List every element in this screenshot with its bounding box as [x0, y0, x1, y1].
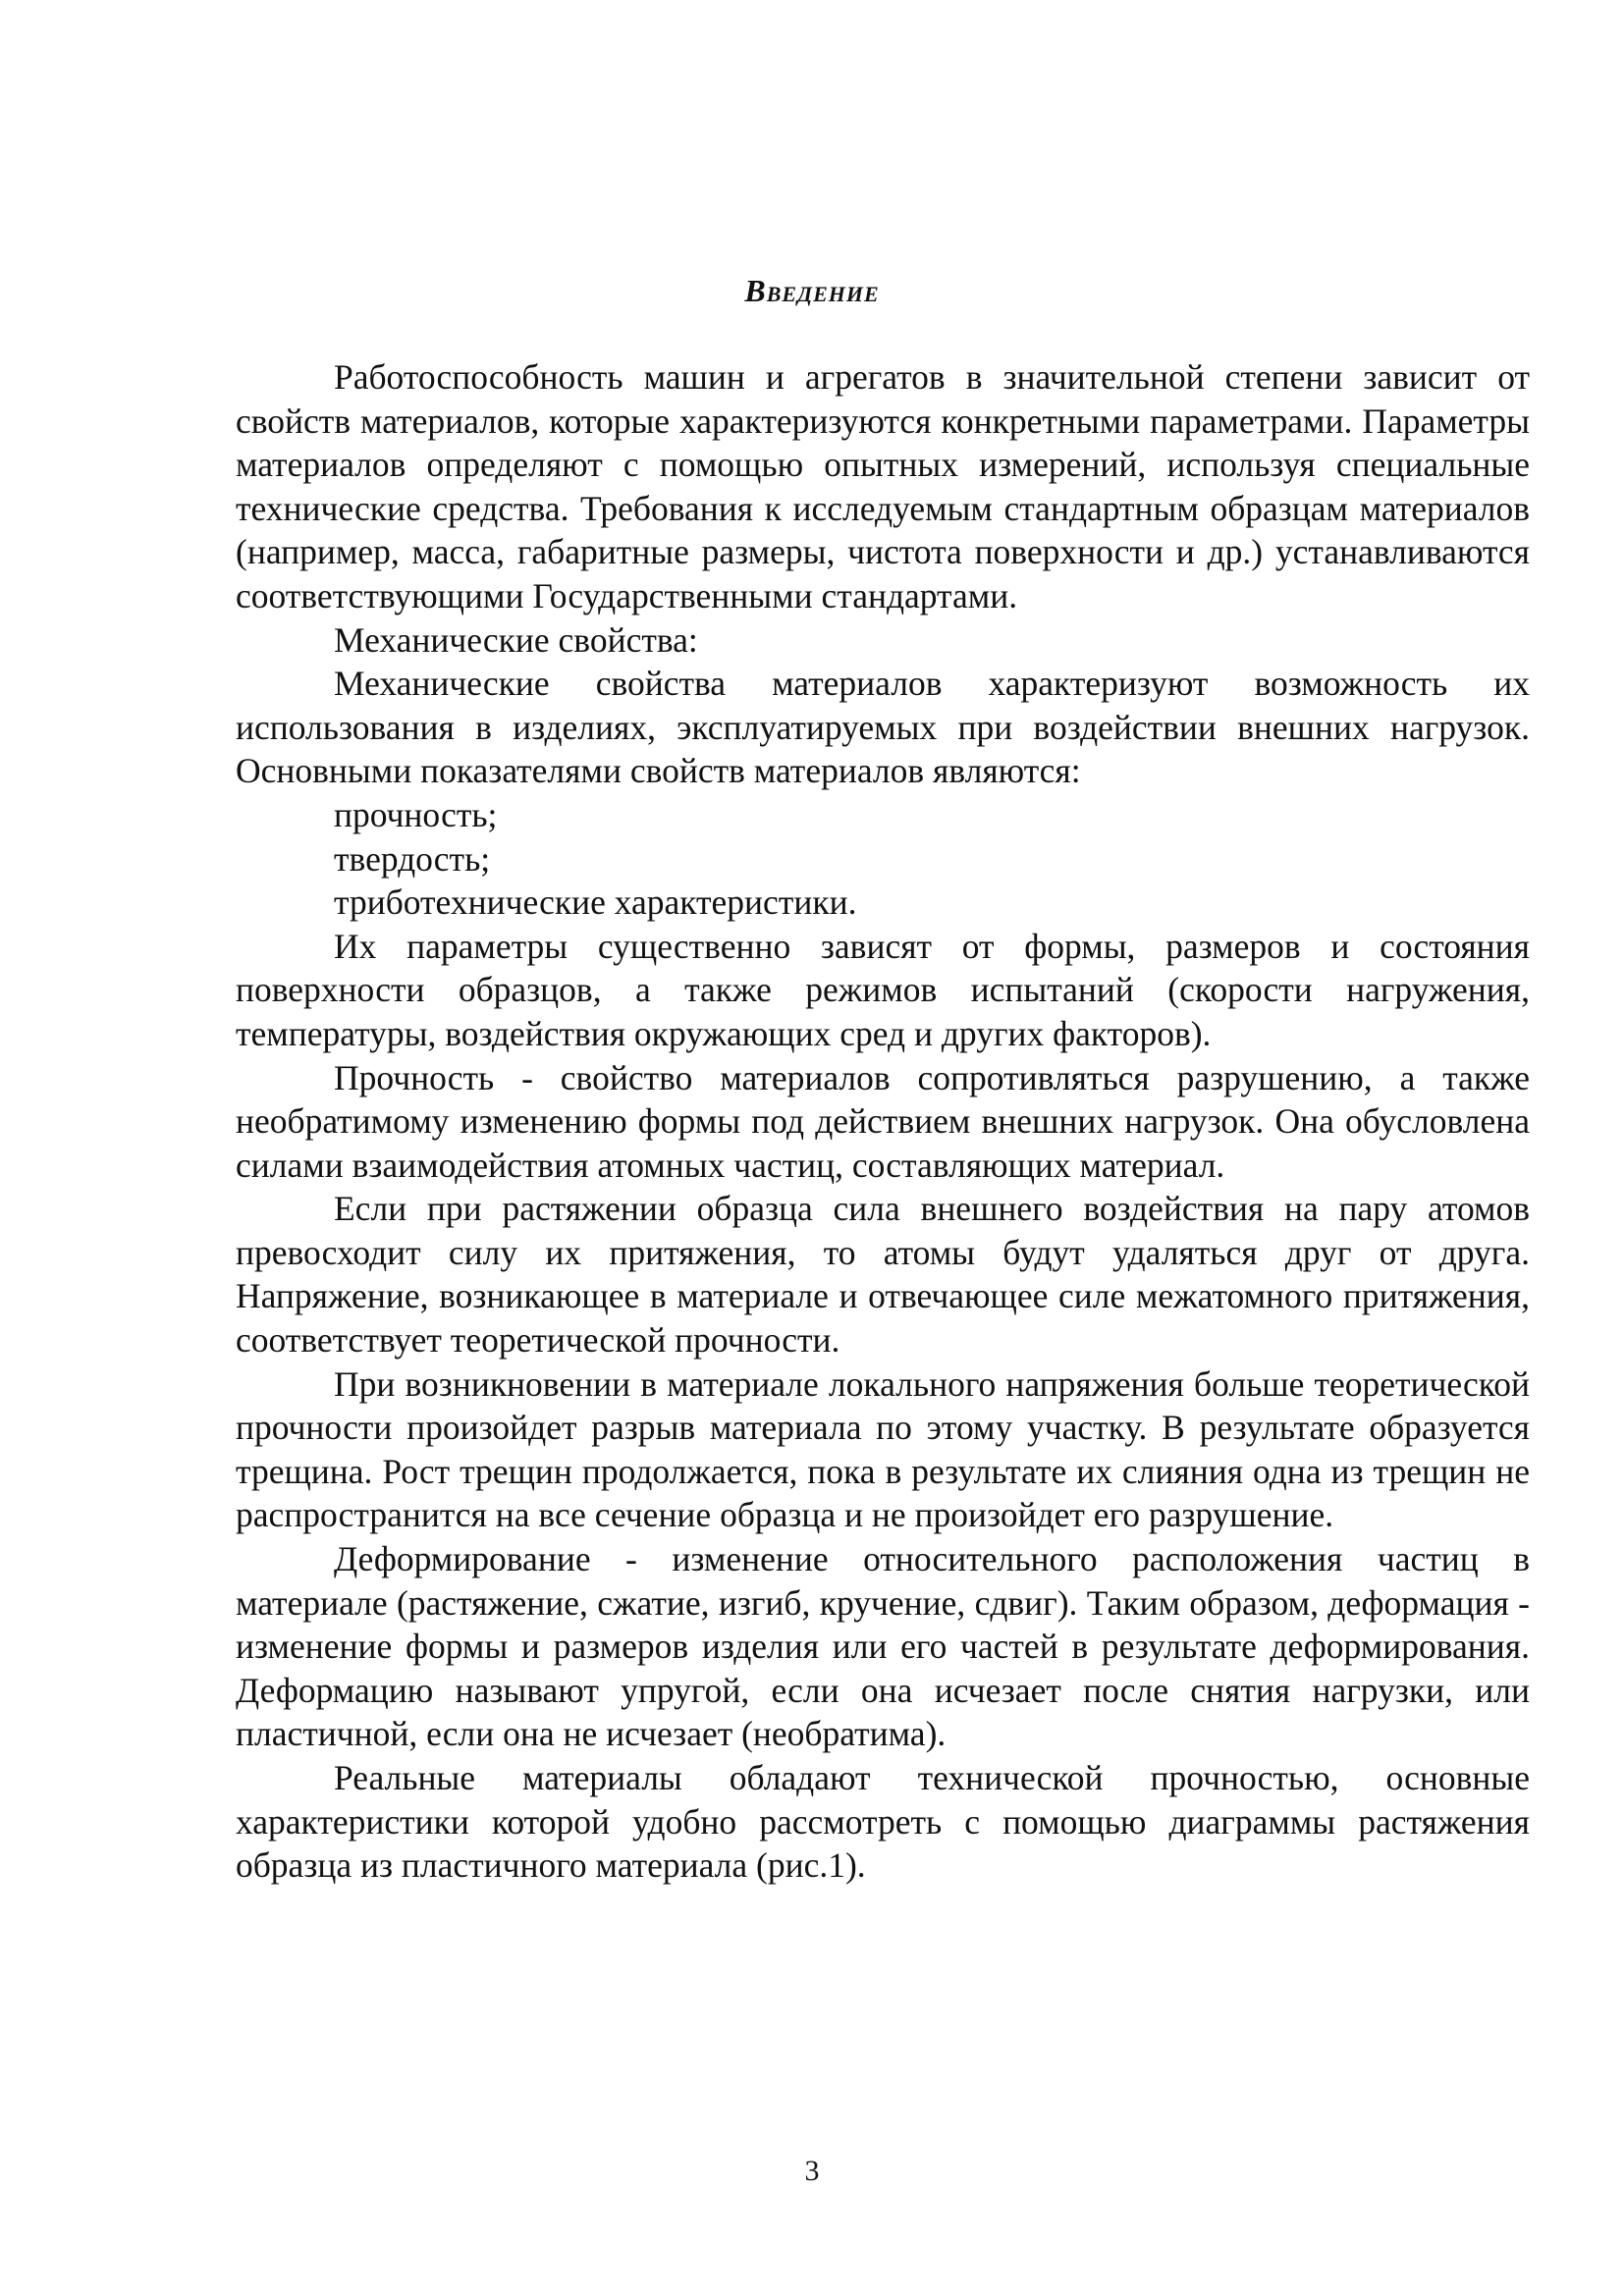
paragraph: Прочность - свойство материалов сопротивляться разрушению, а также необратимому изменению формы под действием внешних нагрузок. Она обусловлена силами взаимодействия атомных частиц, составляющих материал. — [236, 1057, 1530, 1185]
page-title: Введение — [744, 273, 880, 308]
paragraph: Если при растяжении образца сила внешнего воздействия на пару атомов превосходит силу их притяжения, то атомы будут удаляться друг от друга. Напряжение, возникающее в материале и отвечающее силе межатомного притяжения, соответствует теоретической прочности. — [236, 1189, 1530, 1361]
paragraph: Их параметры существенно зависят от формы, размеров и состояния поверхности образцов, а также режимов испытаний (скорости нагружения, температуры, воздействия окружающих сред и других факторов). — [236, 926, 1530, 1053]
paragraph: Реальные материалы обладают технической прочностью, основные характеристики которой удобно рассмотреть с помощью диаграммы растяжения образца из пластичного материала (рис.1). — [236, 1758, 1530, 1886]
paragraph: Механические свойства: — [334, 619, 698, 660]
list-item: прочность; — [334, 794, 498, 834]
paragraph: Деформирование - изменение относительного расположения частиц в материале (растяжение, сжатие, изгиб, кручение, сдвиг). Таким образом, деформация - изменение формы и размеров изделия или его частей в результате деформирования. Деформацию называют упругой, если она исчезает после снятия нагрузки, или пластичной, если она не исчезает (необратима). — [236, 1539, 1530, 1754]
paragraph: Механические свойства материалов характеризуют возможность их использования в изделиях, эксплуатируемых при воздействии внешних нагрузок. Основными показателями свойств материалов являются: — [236, 664, 1530, 791]
paragraph: При возникновении в материале локального напряжения больше теоретической прочности произойдет разрыв материала по этому участку. В результате образуется трещина. Рост трещин продолжается, пока в результате их слияния одна из трещин не распространится на все сечение образца и не произойдет его разрушение. — [236, 1363, 1530, 1535]
list-item: твердость; — [334, 838, 491, 879]
list-item: триботехнические характеристики. — [334, 882, 857, 923]
document-body — [236, 355, 1530, 1888]
paragraph: Работоспособность машин и агрегатов в значительной степени зависит от свойств материалов, которые характеризуются конкретными параметрами. Параметры материалов определяют с помощью опытных измерений, используя специальные технические средства. Требования к исследуемым стандартным образцам материалов (например, масса, габаритные размеры, чистота поверхности и др.) устанавливаются соответствующими Государственными стандартами. — [236, 357, 1530, 615]
page-number: 3 — [804, 2155, 820, 2187]
